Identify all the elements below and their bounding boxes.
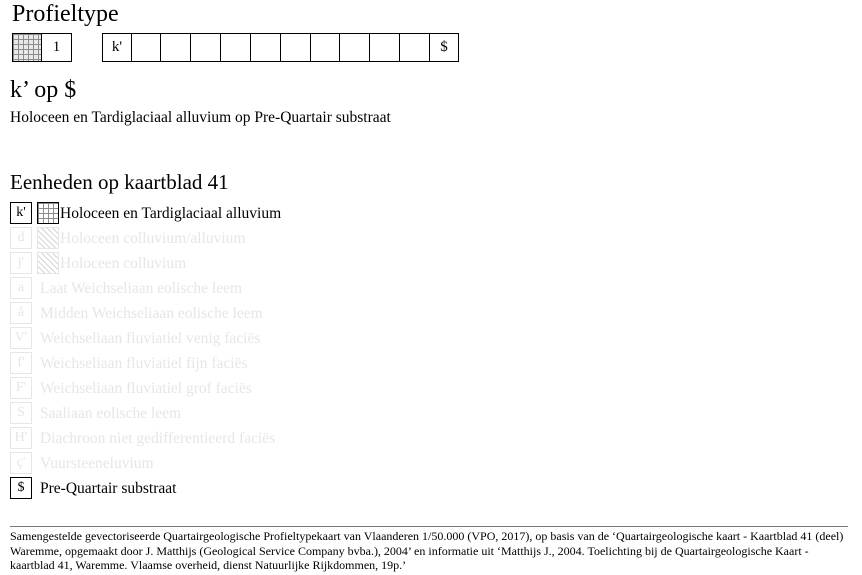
unit-label: Midden Weichseliaan eolische leem (40, 305, 263, 322)
unit-code: f' (10, 352, 32, 374)
profile-number: 1 (41, 33, 72, 62)
profile-cell (131, 33, 161, 62)
hatch-pattern-icon (37, 227, 59, 249)
profile-cell (399, 33, 430, 62)
unit-code: k' (10, 202, 32, 224)
unit-label: Laat Weichseliaan eolische leem (40, 280, 243, 297)
page-title: Profieltype (12, 1, 119, 27)
unit-label: Pre-Quartair substraat (40, 480, 177, 497)
unit-code: ç' (10, 452, 32, 474)
grid-pattern-icon (37, 202, 59, 224)
profile-cell (369, 33, 400, 62)
unit-label: Diachroon niet gedifferentieerd faciës (40, 430, 276, 447)
unit-code: F' (10, 377, 32, 399)
profile-cell (190, 33, 221, 62)
unit-label: Holoceen colluvium (60, 255, 187, 272)
unit-label: Weichseliaan fluviatiel fijn faciës (40, 355, 248, 372)
unit-code: $ (10, 477, 32, 499)
profile-cell (220, 33, 251, 62)
unit-label: Holoceen colluvium/alluvium (60, 230, 246, 247)
profile-cell: k' (102, 33, 132, 62)
unit-code: H' (10, 427, 32, 449)
unit-label: Holoceen en Tardiglaciaal alluvium (60, 205, 282, 222)
profile-cell (310, 33, 340, 62)
profile-cell (160, 33, 191, 62)
profile-cell (250, 33, 281, 62)
unit-label: Weichseliaan fluviatiel grof faciës (40, 380, 252, 397)
unit-label: Saaliaan eolische leem (40, 405, 182, 422)
unit-label: Vuursteeneluvium (40, 455, 154, 472)
unit-code: å (10, 302, 32, 324)
unit-code: a (10, 277, 32, 299)
profile-cell (280, 33, 311, 62)
unit-code: d (10, 227, 32, 249)
profile-cell (339, 33, 370, 62)
unit-code: S (10, 402, 32, 424)
unit-label: Weichseliaan fluviatiel venig faciës (40, 330, 261, 347)
unit-code: j' (10, 252, 32, 274)
hatch-pattern-icon (37, 252, 59, 274)
units-heading: Eenheden op kaartblad 41 (10, 170, 229, 194)
profile-description: Holoceen en Tardiglaciaal alluvium op Pre-Quartair substraat (10, 109, 391, 126)
source-citation: Samengestelde gevectoriseerde Quartairgeologische Profieltypekaart van Vlaanderen 1/50.000 (VPO, 2017), op basis van de ‘Quartairgeologische kaart - Kaartblad 41 (deel) Waremme, opgemaakt door J. Matthijs (Geological Service Company bvba.), 2004’ en informatie uit ‘Matthijs J., 2004. Toelichting bij de Quartairgeologische Kaart - kaartblad 41, Waremme. Vlaamse overheid, dienst Natuurlijke Rijkdommen, 19p.’ (10, 529, 844, 572)
profile-cell: $ (429, 33, 459, 62)
divider (10, 526, 848, 527)
profile-code: k’ op $ (10, 77, 77, 103)
grid-pattern-icon (12, 33, 42, 62)
unit-code: V' (10, 327, 32, 349)
